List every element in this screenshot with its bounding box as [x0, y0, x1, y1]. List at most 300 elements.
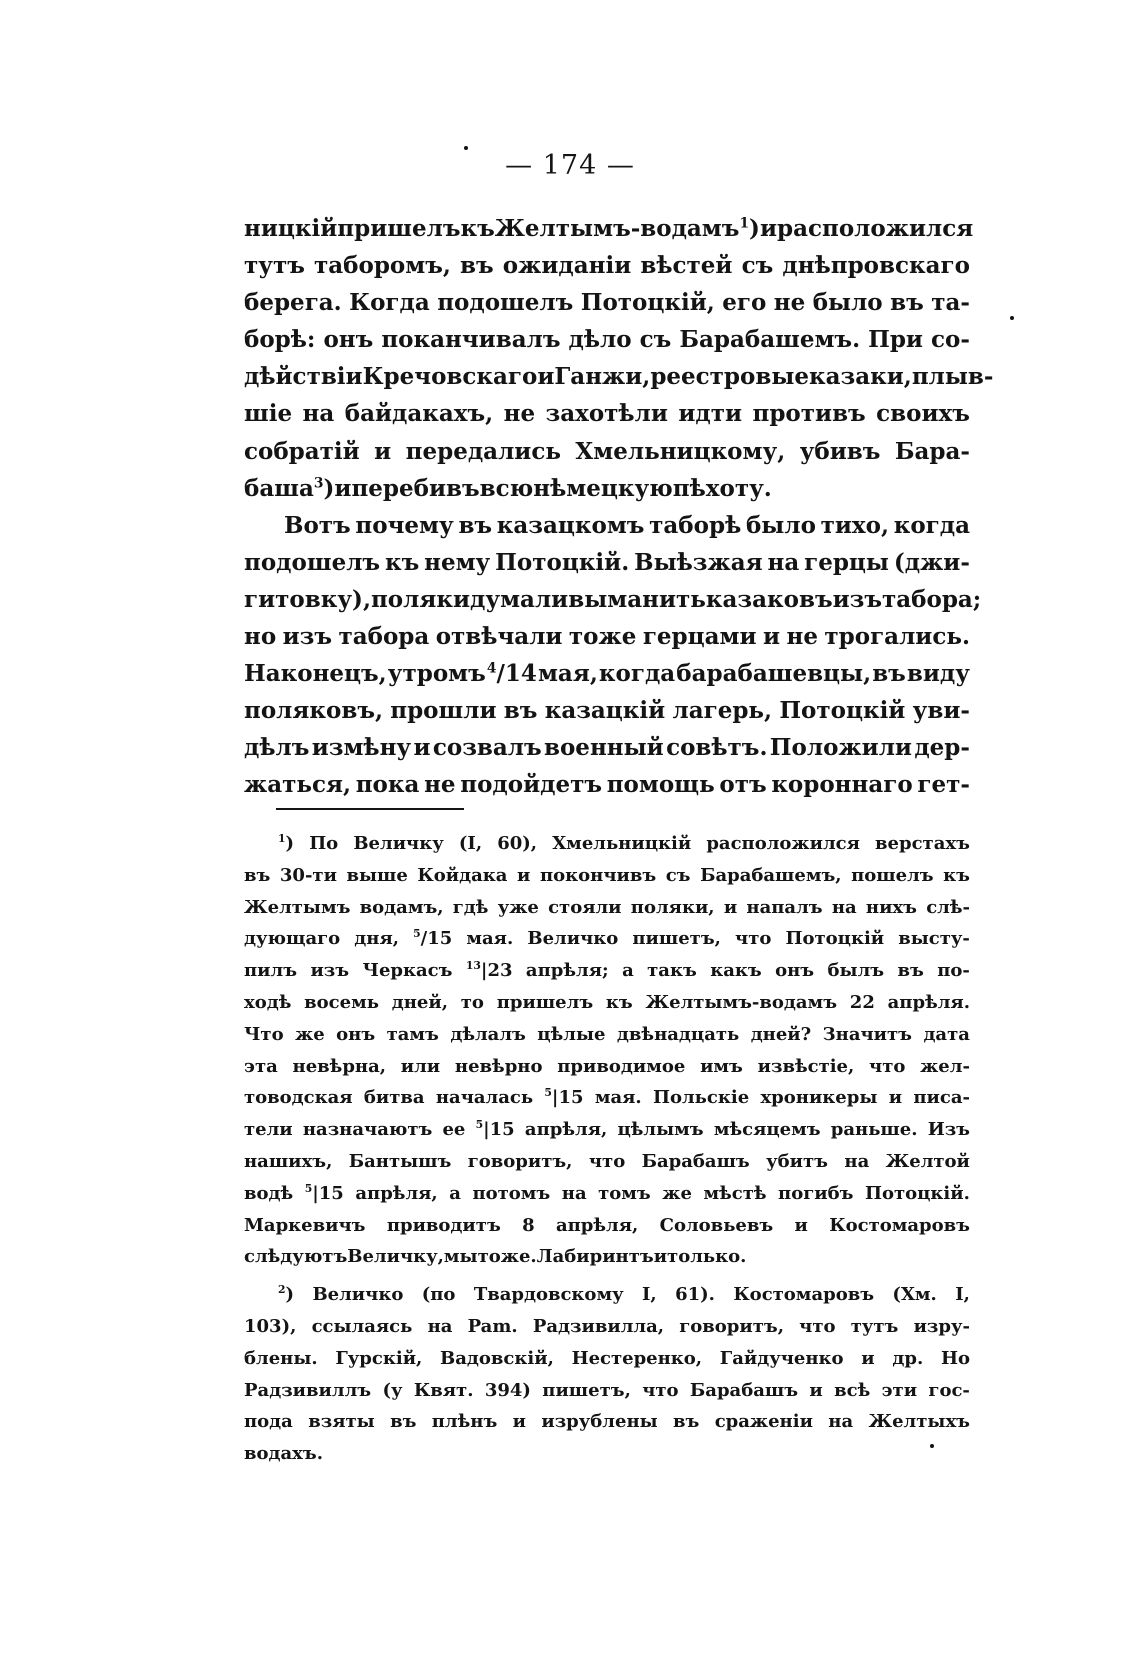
footnote-marker: 13	[465, 959, 481, 973]
word: пилъ	[244, 960, 298, 982]
word: Потоцкій.	[864, 1182, 970, 1204]
word: всѣ	[834, 1379, 871, 1401]
word: нѣмецкую	[533, 474, 673, 502]
word: $^5$|15	[304, 1181, 344, 1204]
word: въ	[673, 1411, 700, 1433]
word: и	[334, 474, 352, 502]
word: выманить	[568, 585, 706, 613]
word: съ	[741, 252, 774, 280]
word: былъ	[827, 960, 885, 982]
word: $^3$)	[313, 474, 335, 502]
footnote-line	[244, 1279, 970, 1311]
word: по-	[937, 960, 970, 982]
word: выше	[346, 864, 408, 886]
word: короннаго	[771, 771, 913, 799]
word: табора	[338, 623, 430, 651]
footnote-marker: 5	[304, 1181, 313, 1195]
word: нашихъ,	[244, 1150, 333, 1172]
word: на	[427, 1315, 453, 1337]
word: къ	[460, 215, 495, 242]
word: тели	[244, 1119, 293, 1141]
word: шіе	[244, 400, 293, 428]
word: I,	[642, 1284, 657, 1306]
word: сраженіи	[714, 1411, 813, 1433]
word: мѣстѣ	[703, 1182, 767, 1204]
word: пѣхоту.	[672, 474, 772, 502]
word: назначаютъ	[302, 1119, 433, 1141]
word: подошелъ	[244, 548, 381, 576]
word: Ганжи,	[554, 363, 651, 391]
footnote-line	[244, 828, 970, 860]
word: баша	[244, 474, 314, 502]
word: дѣйствіи	[244, 363, 363, 391]
word: когда	[893, 511, 970, 539]
word: 22	[849, 991, 875, 1013]
word: апрѣля,	[555, 1214, 639, 1236]
word: $^4$/14	[486, 660, 537, 688]
word: же	[295, 1023, 325, 1045]
word: взяты	[308, 1411, 375, 1433]
word: къ	[943, 864, 970, 886]
word: перебивъ	[351, 474, 480, 502]
word: дѣло	[568, 326, 632, 354]
word: хроникеры	[760, 1087, 878, 1109]
word: въ	[390, 1411, 417, 1433]
word: поляки	[370, 585, 471, 613]
word: утромъ	[387, 660, 486, 688]
word: Радзивиллъ	[244, 1379, 372, 1401]
word: слѣ-	[926, 896, 970, 918]
word: же	[662, 1182, 692, 1204]
text-line	[244, 507, 970, 544]
word: блены.	[244, 1347, 318, 1369]
word: виду	[906, 660, 970, 688]
word: байдакахъ,	[344, 400, 494, 428]
word: и	[888, 1087, 903, 1109]
footnote-marker: 1	[278, 832, 286, 845]
word: писа-	[913, 1087, 970, 1109]
word: съ	[665, 864, 691, 886]
word: поляковъ,	[244, 697, 383, 725]
footnote-line	[244, 1082, 970, 1114]
word: изрублены	[541, 1411, 658, 1433]
word: пришелъ	[496, 991, 594, 1013]
word: расположился	[777, 215, 974, 242]
word: Что	[244, 1023, 284, 1045]
footnote-line	[244, 1406, 970, 1438]
word: гдѣ	[452, 896, 489, 918]
word: Величку,	[347, 1246, 444, 1268]
word: (Хм.	[892, 1284, 937, 1306]
word: приводимое	[557, 1055, 686, 1077]
word: поканчивалъ	[381, 326, 561, 354]
word: (по	[421, 1284, 456, 1306]
word: говоритъ,	[679, 1315, 784, 1337]
word: апрѣля;	[525, 960, 609, 982]
text-line	[244, 284, 970, 321]
word: нихъ	[865, 896, 917, 918]
word: Желтымъ-водамъ	[645, 991, 838, 1013]
word: Наконецъ,	[244, 660, 387, 688]
word: герцы	[804, 548, 889, 576]
word: I,	[955, 1284, 970, 1306]
word: подошелъ	[437, 289, 574, 317]
word: Величку	[353, 833, 444, 854]
word: изру-	[913, 1315, 970, 1337]
text-line	[244, 321, 970, 358]
word: слѣдуютъ	[244, 1246, 348, 1268]
word: и	[413, 734, 431, 762]
text-line	[244, 470, 970, 507]
word: и	[759, 215, 777, 242]
word: на	[844, 1150, 870, 1172]
word: плыв-	[911, 363, 994, 391]
footnote-line	[244, 1311, 970, 1343]
word: Потоцкій.	[495, 548, 630, 576]
word: въ	[872, 660, 906, 688]
word: поляки,	[630, 896, 715, 918]
word: со-	[931, 326, 970, 354]
word: При	[868, 326, 923, 354]
word: Радзивилла,	[532, 1315, 665, 1337]
word: 60),	[497, 833, 538, 854]
word: пришелъ	[337, 215, 461, 242]
text-line	[244, 247, 970, 284]
stray-dot	[1010, 316, 1014, 320]
word: думали	[470, 585, 569, 613]
word: эта	[244, 1055, 278, 1077]
word: раньше.	[830, 1119, 918, 1141]
word: въ	[244, 864, 271, 886]
text-line	[244, 581, 982, 618]
word: уже	[497, 896, 539, 918]
word: мы	[443, 1246, 478, 1268]
word: дѣлъ	[244, 734, 310, 762]
word: измѣну	[311, 734, 412, 762]
word: къ	[605, 991, 633, 1013]
word: ожиданіи	[502, 252, 632, 280]
word: вѣстей	[640, 252, 733, 280]
word: расположился	[706, 833, 860, 854]
word: Гайдученко	[719, 1347, 844, 1369]
text-line	[244, 544, 970, 581]
word: тоже.	[477, 1246, 537, 1268]
word: Когда	[349, 289, 430, 317]
word: $^5$|15	[475, 1118, 515, 1141]
word: напалъ	[746, 896, 823, 918]
word: невѣрно	[454, 1055, 543, 1077]
word: собратій	[244, 437, 360, 465]
footnote-line	[244, 1051, 970, 1083]
word: идти	[678, 400, 743, 428]
word: какъ	[710, 960, 762, 982]
text-line	[244, 618, 970, 655]
word: онъ	[336, 1023, 376, 1045]
word: Барабашемъ.	[679, 326, 861, 354]
word: въ	[890, 289, 924, 317]
word: Кречовскаго	[362, 363, 538, 391]
word: барабашевцы,	[676, 660, 872, 688]
word: почему	[355, 511, 454, 539]
word: цѣлымъ	[617, 1119, 704, 1141]
word: его	[722, 289, 767, 317]
word: цѣлые	[537, 1023, 606, 1045]
word: къ	[384, 548, 420, 576]
word: трогались.	[824, 623, 970, 651]
word: верстахъ	[875, 833, 970, 854]
word: ссылаясь	[311, 1315, 413, 1337]
word: извѣстіе,	[757, 1055, 855, 1077]
word: что	[735, 928, 772, 950]
word: не	[503, 400, 536, 428]
footnote-marker: 5	[544, 1086, 552, 1100]
word: лагерь,	[672, 697, 773, 725]
word: онъ	[775, 960, 815, 982]
word: передались	[405, 437, 561, 465]
word: и	[374, 437, 392, 465]
word: Потоцкій,	[580, 289, 715, 317]
word: невѣрна,	[292, 1055, 387, 1077]
word: на	[302, 400, 335, 428]
word: или	[400, 1055, 441, 1077]
word: въ	[458, 511, 493, 539]
word: въ	[897, 960, 924, 982]
word: тихо,	[820, 511, 889, 539]
word: дѣлалъ	[450, 1023, 526, 1045]
footnote-line	[244, 987, 970, 1019]
word: на	[831, 896, 857, 918]
word: отъ	[719, 771, 767, 799]
footnote-line	[244, 1343, 970, 1375]
word: что	[869, 1055, 906, 1077]
word: въ	[503, 697, 538, 725]
word: др.	[892, 1347, 924, 1369]
word: но	[244, 623, 277, 651]
word: только.	[667, 1246, 747, 1268]
word: а	[449, 1182, 461, 1204]
word: на	[828, 1411, 854, 1433]
word: ницкій	[244, 215, 338, 242]
word: говоритъ,	[467, 1150, 573, 1172]
word: Квят.	[413, 1379, 474, 1401]
word: и	[537, 363, 555, 391]
word: подойдетъ	[460, 771, 602, 799]
word: тоже	[568, 623, 637, 651]
footnote-line	[244, 892, 970, 924]
word: битва	[363, 1087, 425, 1109]
word: водахъ.	[244, 1443, 323, 1465]
word: реестровые	[650, 363, 810, 391]
word: а	[622, 960, 634, 982]
footnote-line	[244, 1178, 970, 1210]
word: созвалъ	[432, 734, 542, 762]
word: Барабашемъ,	[700, 864, 842, 886]
word: дней,	[391, 991, 448, 1013]
word: (I,	[458, 833, 483, 854]
word: гитовку),	[244, 585, 371, 613]
footnote-line	[244, 860, 970, 892]
word: апрѣля.	[887, 991, 970, 1013]
page-number: — 174 —	[505, 150, 635, 181]
word: Но	[940, 1347, 970, 1369]
word: Потоцкій	[779, 697, 906, 725]
word: мая.	[594, 1087, 642, 1109]
footnote-marker: 1	[739, 215, 750, 232]
word: Койдака	[417, 864, 508, 886]
word: дующаго	[244, 928, 341, 950]
word: не	[424, 771, 456, 799]
word: табора;	[881, 585, 982, 613]
word: изъ	[832, 585, 882, 613]
word: Черкасъ	[362, 960, 453, 982]
word: дер-	[914, 734, 970, 762]
word: Лабиринтъ	[536, 1246, 654, 1268]
word: Величко	[527, 928, 619, 950]
word: и	[763, 623, 781, 651]
word: 8	[522, 1214, 535, 1236]
word: Бантышъ	[348, 1150, 452, 1172]
footnote-marker: 3	[313, 475, 324, 491]
word: было	[745, 511, 816, 539]
word: Барабашъ	[689, 1379, 799, 1401]
word: водѣ	[244, 1182, 294, 1204]
word: и	[794, 1214, 808, 1236]
text-line	[244, 766, 970, 803]
word: изъ	[310, 960, 350, 982]
footnote-line	[244, 955, 970, 987]
word: пишетъ,	[542, 1379, 631, 1401]
word: мая,	[537, 660, 598, 688]
word: Барабашъ	[641, 1150, 750, 1172]
word: и	[723, 896, 738, 918]
word: $^1$)	[278, 832, 295, 854]
word: двѣнадцать	[616, 1023, 740, 1045]
word: нему	[424, 548, 491, 576]
text-line	[244, 655, 970, 692]
word: Значитъ	[822, 1023, 912, 1045]
word: $^5$/15	[413, 927, 453, 950]
word: дней?	[750, 1023, 812, 1045]
word: гет-	[917, 771, 970, 799]
text-line	[244, 692, 970, 729]
word: и	[512, 1411, 526, 1433]
word: Твардовскому	[473, 1284, 624, 1306]
word: Изъ	[927, 1119, 970, 1141]
word: мѣсяцемъ	[713, 1119, 821, 1141]
word: Вадовскій,	[440, 1347, 554, 1369]
word: убивъ	[799, 437, 881, 465]
word: жел-	[920, 1055, 970, 1077]
word: что	[588, 1150, 626, 1172]
word: и	[517, 864, 531, 886]
word: восемь	[304, 991, 379, 1013]
word: Костомаровъ	[829, 1214, 970, 1236]
footnote-marker: 4	[486, 660, 497, 677]
word: то	[460, 991, 484, 1013]
word: Хмельницкій	[552, 833, 692, 854]
word: Бара-	[894, 437, 970, 465]
word: та-	[931, 289, 970, 317]
word: Соловьевъ	[659, 1214, 774, 1236]
word: дня,	[354, 928, 400, 950]
word: Нестеренко,	[571, 1347, 703, 1369]
word: $^5$|15	[544, 1086, 584, 1109]
word: жаться,	[244, 771, 351, 799]
word: Гурскій,	[335, 1347, 423, 1369]
word: Pam.	[467, 1315, 518, 1337]
main-text	[244, 210, 994, 804]
word: изъ	[282, 623, 333, 651]
word: апрѣля,	[524, 1119, 608, 1141]
text-line	[244, 433, 970, 470]
word: тутъ	[244, 252, 305, 280]
word: потомъ	[472, 1182, 551, 1204]
word: съ	[639, 326, 672, 354]
word: Выѣзжая	[634, 548, 763, 576]
word: стояли	[548, 896, 622, 918]
word: онъ	[323, 326, 374, 354]
word: эти	[881, 1379, 918, 1401]
word: герцами	[642, 623, 757, 651]
footnote-line	[244, 1019, 970, 1051]
word: началась	[435, 1087, 534, 1109]
footnote-line	[244, 1114, 970, 1146]
word: Желтой	[885, 1150, 970, 1172]
word: товодская	[244, 1087, 353, 1109]
footnote-line	[244, 1210, 970, 1242]
word: 103),	[244, 1315, 297, 1337]
word: отвѣчали	[435, 623, 563, 651]
word: когда	[598, 660, 676, 688]
footnote-line	[244, 1241, 970, 1273]
footnote-marker: 2	[278, 1283, 286, 1297]
word: пока	[355, 771, 420, 799]
word: мая.	[466, 928, 514, 950]
word: прошли	[390, 697, 497, 725]
word: Костомаровъ	[733, 1284, 875, 1306]
word: 30-ти	[279, 864, 337, 886]
word: и	[653, 1246, 668, 1268]
word: (джи-	[893, 548, 970, 576]
word: (у	[382, 1379, 403, 1401]
word: $^1$)	[739, 215, 760, 242]
word: Потоцкій	[785, 928, 885, 950]
word: приводитъ	[386, 1214, 501, 1236]
word: гос-	[928, 1379, 970, 1401]
word: такъ	[647, 960, 697, 982]
word: совѣтъ.	[666, 734, 768, 762]
word: убитъ	[766, 1150, 828, 1172]
word: высту-	[898, 928, 970, 950]
word: помощь	[606, 771, 715, 799]
word: берега.	[244, 289, 342, 317]
text-line	[244, 729, 970, 766]
footnote-line	[244, 1438, 970, 1470]
word: покончивъ	[539, 864, 657, 886]
word: имъ	[700, 1055, 743, 1077]
word: казаки,	[809, 363, 912, 391]
word: всю	[479, 474, 534, 502]
word: что	[799, 1315, 836, 1337]
footnote-separator	[276, 808, 464, 810]
text-line	[244, 395, 970, 432]
word: казацкій	[544, 697, 666, 725]
word: Желтыхъ	[868, 1411, 970, 1433]
word: въ	[460, 252, 494, 280]
word: По	[309, 833, 339, 854]
text-line	[244, 358, 994, 395]
word: тамъ	[386, 1023, 439, 1045]
